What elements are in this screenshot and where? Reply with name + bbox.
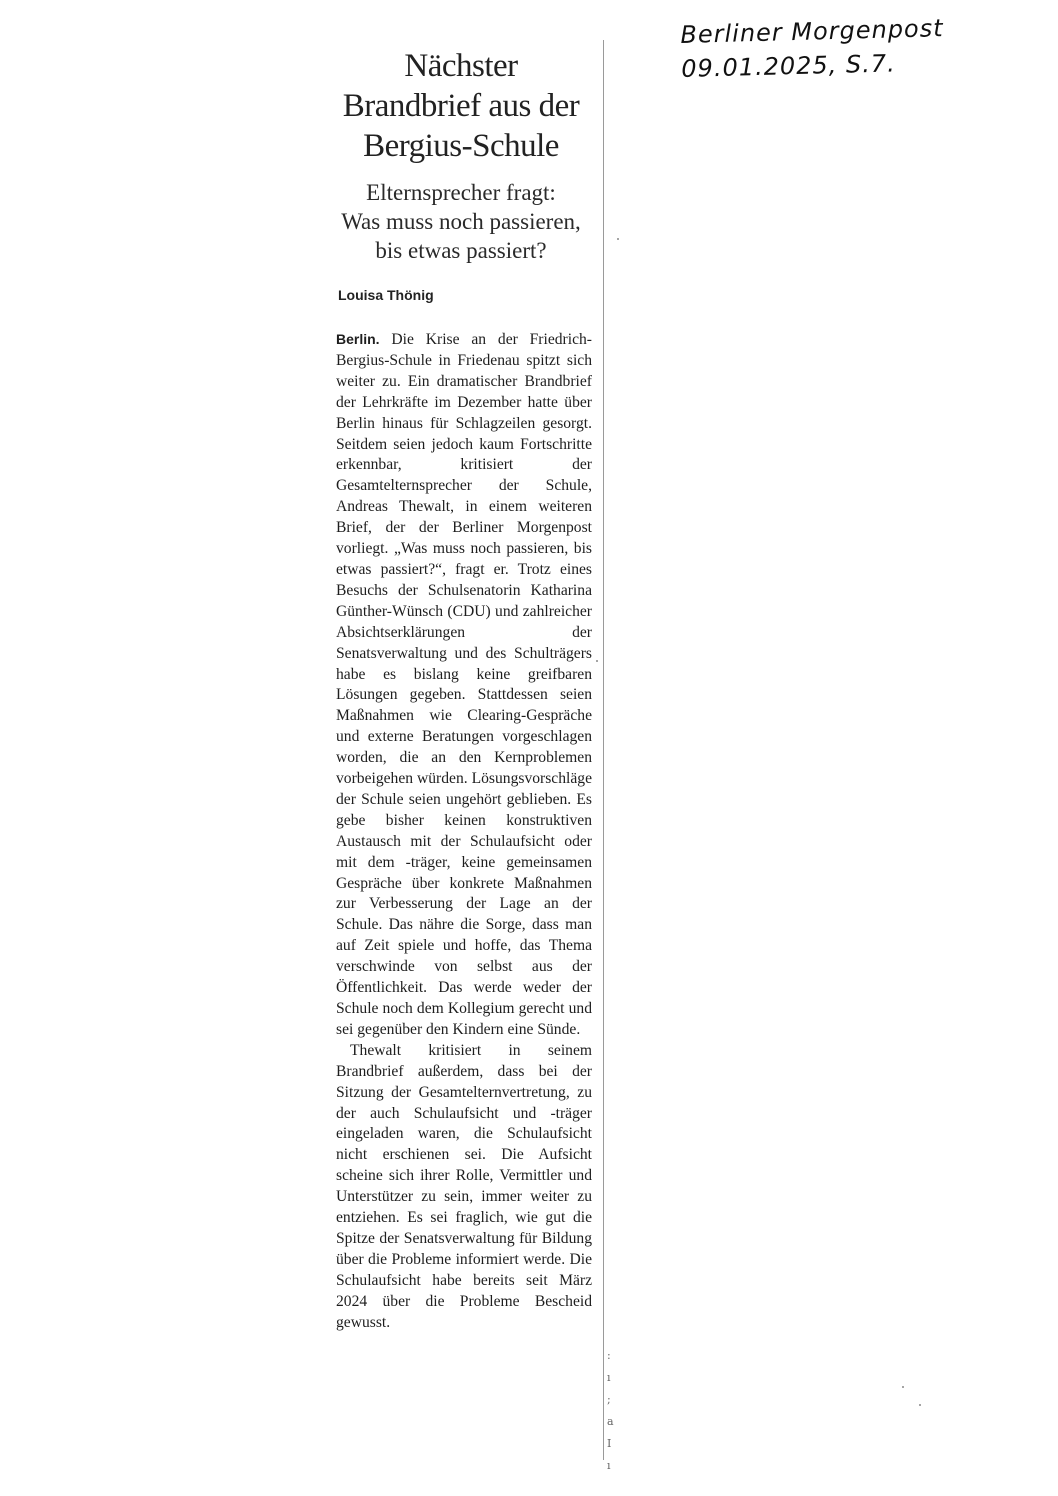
column-rule: [603, 40, 604, 1460]
subhead-line: Elternsprecher fragt:: [366, 180, 556, 205]
newspaper-article: [330, 46, 592, 1334]
article-paragraph: Thewalt kritisiert in seinem Brandbrief außerdem, dass bei der Sitzung der Gesamtelternvertretung, zu der auch Schulaufsicht und -träger eingeladen waren, die Schulaufsicht nicht erschienen sei. Die Aufsicht scheine sich ihrer Rolle, Vermittler und Unterstützer zu sein, immer weiter zu entziehen. Es sei fraglich, wie gut die Spitze der Senatsverwaltung für Bildung über die Probleme informiert werde. Die Schulaufsicht habe bereits seit März 2024 über die Probleme Bescheid gewusst.: [336, 1041, 592, 1331]
subhead-line: bis etwas passiert?: [375, 238, 547, 263]
publication-name: Berliner Morgenpost: [680, 14, 944, 49]
paragraph-text: Die Krise an der Friedrich-Bergius-Schule in Friedenau spitzt sich weiter zu. Ein dramatischer Brandbrief der Lehrkräfte im Dezember hatte über Berlin hinaus für Schlagzeilen gesorgt. Seitdem seien jedoch kaum Fortschritte erkennbar, kritisiert der Gesamtelternsprecher der Schule, Andreas Thewalt, in einem weiteren Brief, der der Berliner Morgenpost vorliegt. „Was muss noch passieren, bis etwas passiert?“, fragt er. Trotz eines Besuchs der Schulsenatorin Katharina Günther-Wünsch (CDU) und zahlreicher Absichtserklärungen der Senatsverwaltung und des Schulträgers habe es bislang keine greifbaren Lösungen gegeben. Stattdessen seien Maßnahmen wie Clearing-Gespräche und externe Beratungen vorgeschlagen worden, die an den Kernproblemen vorbeigehen würden. Lösungsvorschläge der Schule seien ungehört geblieben. Es gebe bisher keinen konstruktiven Austausch mit der Schulaufsicht oder mit dem -träger, keine gemeinsamen Gespräche über konkrete Maßnahmen zur Verbesserung der Lage an der Schule. Das nähre die Sorge, dass man auf Zeit spiele und hoffe, das Thema verschwinde von selbst aus der Öffentlichkeit. Das werde weder der Schule noch dem Kollegium gerecht und sei gegenüber den Kindern eine Sünde.: [336, 331, 592, 1038]
headline-line: Brandbrief aus der: [342, 88, 580, 124]
scan-edge-marks: : ı ; a I ı: [607, 1349, 614, 1472]
headline-line: Bergius-Schule: [363, 128, 559, 164]
article-body: [336, 329, 592, 1334]
scan-speck: [596, 660, 598, 662]
article-headline: [330, 46, 592, 166]
handwritten-source-note: [680, 11, 944, 86]
article-subheadline: [330, 178, 592, 265]
dateline: Berlin.: [336, 331, 380, 347]
scan-speck: [902, 1386, 904, 1388]
subhead-line: Was muss noch passieren,: [341, 209, 581, 234]
article-author: Louisa Thönig: [338, 287, 434, 303]
scan-speck: [617, 238, 619, 240]
publication-date-page: 09.01.2025, S.7.: [680, 49, 897, 83]
scan-speck: [919, 1404, 921, 1406]
article-paragraph: [336, 329, 592, 1041]
headline-line: Nächster: [404, 48, 518, 84]
